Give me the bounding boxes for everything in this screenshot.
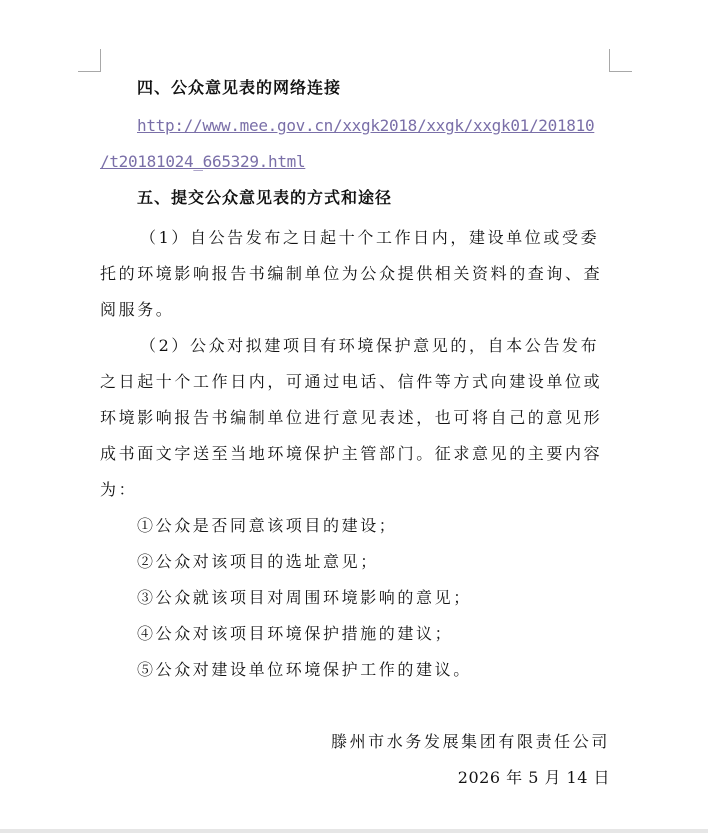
paragraph-1-line-1: （1）自公告发布之日起十个工作日内，建设单位或受委 [140, 228, 600, 247]
margin-corner-top-left [78, 49, 101, 72]
paragraph-2-line-3: 环境影响报告书编制单位进行意见表述，也可将自己的意见形 [100, 408, 603, 427]
paragraph-2-line-5: 为： [100, 480, 138, 499]
url-link-line-2[interactable]: /t20181024_665329.html [100, 152, 306, 171]
list-item-2: ②公众对该项目的选址意见； [137, 552, 379, 571]
section-heading-4: 四、公众意见表的网络连接 [137, 78, 342, 97]
margin-corner-top-right [609, 49, 632, 72]
list-item-3: ③公众就该项目对周围环境影响的意见； [137, 588, 472, 607]
list-item-5: ⑤公众对建设单位环境保护工作的建议。 [137, 660, 472, 679]
section-heading-5: 五、提交公众意见表的方式和途径 [137, 188, 393, 207]
list-item-4: ④公众对该项目环境保护措施的建议； [137, 624, 454, 643]
signature-organization: 滕州市水务发展集团有限责任公司 [330, 732, 610, 751]
url-link-line-1[interactable]: http://www.mee.gov.cn/xxgk2018/xxgk/xxgk01/201810 [137, 116, 595, 135]
signature-date: 2026 年 5 月 14 日 [457, 768, 610, 787]
list-item-1: ①公众是否同意该项目的建设； [137, 516, 398, 535]
paragraph-2-line-4: 成书面文字送至当地环境保护主管部门。征求意见的主要内容 [100, 444, 603, 463]
paragraph-2-line-2: 之日起十个工作日内，可通过电话、信件等方式向建设单位或 [100, 372, 603, 391]
page-bottom-edge [0, 829, 708, 833]
paragraph-1-line-3: 阅服务。 [100, 300, 175, 319]
paragraph-1-line-2: 托的环境影响报告书编制单位为公众提供相关资料的查询、查 [100, 264, 603, 283]
paragraph-2-line-1: （2）公众对拟建项目有环境保护意见的，自本公告发布 [140, 336, 600, 355]
